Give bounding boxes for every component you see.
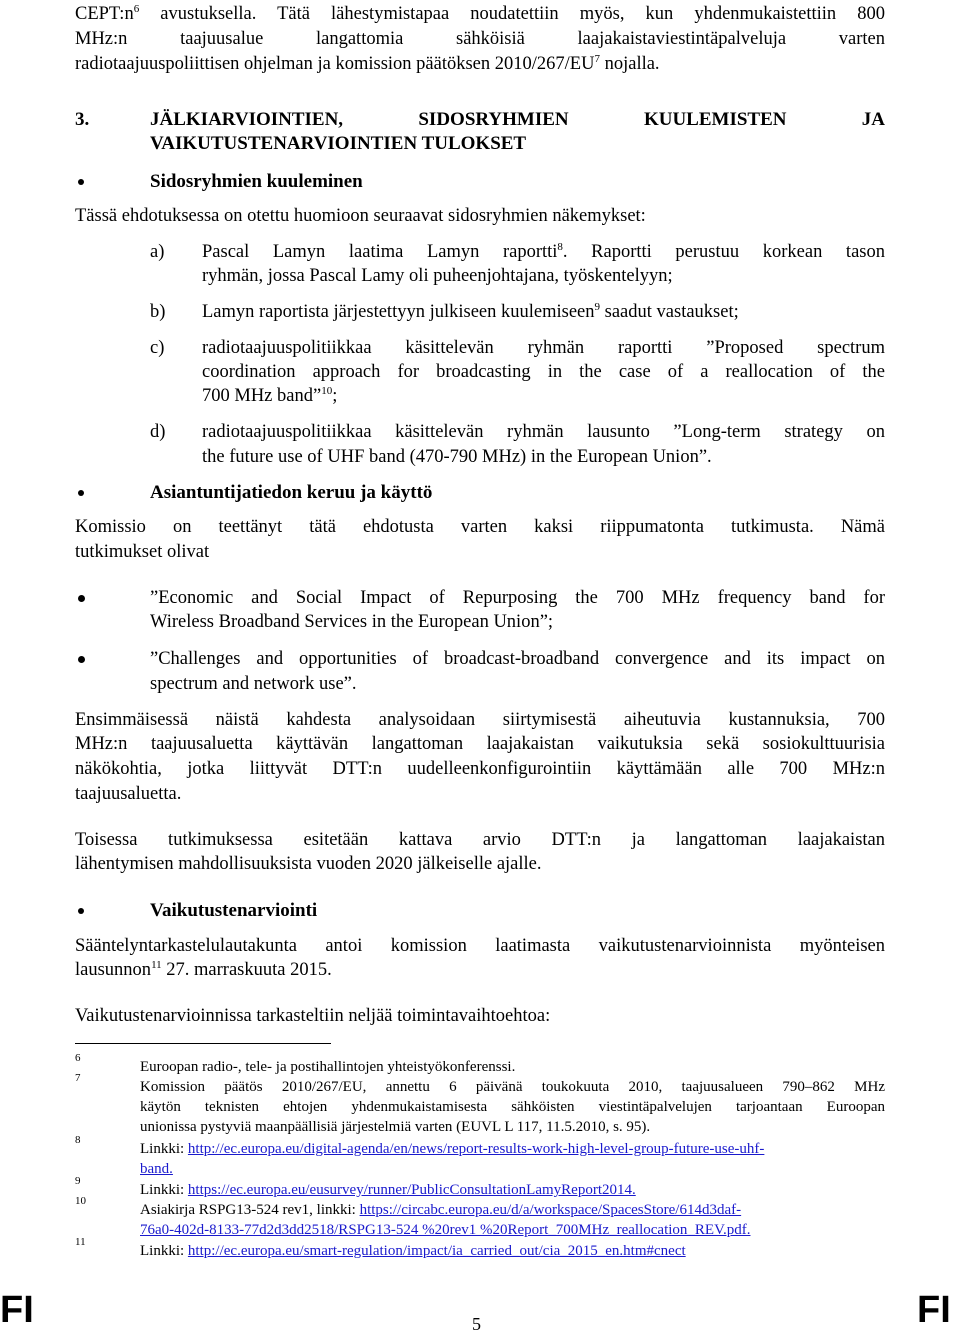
study-1-summary-line-3: näkökohtia, jotka liittyvät DTT:n uudelleenkonfigurointiin käyttämään alle 700 MHz:n [75, 759, 885, 779]
footnote-separator [75, 1043, 331, 1044]
study-2-summary-line-1: Toisessa tutkimuksessa esitetään kattava arvio DTT:n ja langattoman laajakaistan [75, 830, 885, 850]
footnote-7-line-1: Komission päätös 2010/267/EU, annettu 6 päivänä toukokuuta 2010, taajuusalueen 790–862 MHz [140, 1079, 885, 1095]
footnote-11-text: Linkki: http://ec.europa.eu/smart-regulation/impact/ia_carried_out/cia_2015_en.htm#cnect [140, 1243, 686, 1259]
bullet-icon [78, 595, 85, 602]
section-title-line-2: VAIKUTUSTENARVIOINTIEN TULOKSET [150, 133, 527, 154]
list-label-d: d) [150, 422, 166, 442]
footnote-11-link[interactable]: http://ec.europa.eu/smart-regulation/impact/ia_carried_out/cia_2015_en.htm#cnect [187, 1243, 686, 1259]
study-2-line-2: spectrum and network use”. [150, 674, 357, 694]
footnote-9-link[interactable]: https://ec.europa.eu/eusurvey/runner/PublicConsultationLamyReport2014. [187, 1182, 636, 1198]
footnote-9-text: Linkki: https://ec.europa.eu/eusurvey/runner/PublicConsultationLamyReport2014. [140, 1182, 636, 1198]
footnote-7-line-2: käytön teknisten ehtojen yhdenmukaistamisesta sähköisten viestintäpalvelujen tarjoantaan Euroopan [140, 1099, 885, 1115]
intro-paragraph-line-3: radiotaajuuspoliittisen ohjelman ja komission päätöksen $2010/267/EU^7$ nojalla. [75, 52, 660, 74]
subheading-expertise: Asiantuntijatiedon keruu ja käyttö [150, 482, 433, 503]
footnote-10-link[interactable]: https://circabc.europa.eu/d/a/workspace/SpacesStore/614d3daf- [359, 1202, 742, 1218]
intro-paragraph-line-1: $CEPT:n^6$ avustuksella. Tätä lähestymistapaa noudatettiin myös, kun yhdenmukaistettiin 800 [75, 2, 885, 24]
study-1-summary-line-1: Ensimmäisessä näistä kahdesta analysoidaan siirtymisestä aiheutuvia kustannuksia, 700 [75, 710, 885, 730]
footnote-ref-11[interactable]: 11 [151, 958, 162, 971]
study-1-summary-line-4: taajuusaluetta. [75, 784, 182, 804]
list-label-b: b) [150, 302, 166, 322]
study-2-summary-line-2: lähentymisen mahdollisuuksista vuoden 2020 jälkeiselle ajalle. [75, 854, 542, 874]
footnote-number-11: 11 [75, 1236, 86, 1248]
footnote-8-link-continued[interactable]: band. [140, 1161, 173, 1177]
bullet-icon [78, 908, 84, 914]
bullet-icon [78, 656, 85, 663]
impact-paragraph-line-1: Sääntelyntarkastelulautakunta antoi komission laatimasta vaikutustenarvioinnista myönteisen [75, 936, 885, 956]
footnote-6-text: Euroopan radio-, tele- ja postihallintojen yhteistyökonferenssi. [140, 1059, 516, 1075]
footnote-number-8: 8 [75, 1134, 81, 1146]
study-1-summary-line-2: MHz:n taajuusaluetta käyttävän langattoman laajakaistan vaikutuksia sekä sosiokulttuurisia [75, 734, 885, 754]
footnote-7-line-3: unionissa pystyviä maanpäällisiä järjestelmiä varten (EUVL L 117, 11.5.2010, s. 95). [140, 1119, 651, 1135]
subheading-impact-assessment: Vaikutustenarviointi [150, 900, 318, 921]
footnote-number-6: 6 [75, 1052, 81, 1064]
footnote-10-line-1: Asiakirja RSPG13-524 rev1, linkki: https://circabc.europa.eu/d/a/workspace/SpacesStore/614d3daf- [140, 1202, 742, 1218]
subheading-stakeholder-consultation: Sidosryhmien kuuleminen [150, 171, 363, 192]
list-item-d-line-1: radiotaajuuspolitiikkaa käsittelevän ryhmän lausunto ”Long-term strategy on [202, 422, 885, 442]
list-item-d-line-2: the future use of UHF band (470-790 MHz) in the European Union”. [202, 447, 712, 467]
study-1-line-1: ”Economic and Social Impact of Repurposing the 700 MHz frequency band for [150, 588, 885, 608]
study-2-line-1: ”Challenges and opportunities of broadcast-broadband convergence and its impact on [150, 649, 885, 669]
footnote-8-link[interactable]: http://ec.europa.eu/digital-agenda/en/news/report-results-work-high-level-group-future-use-uhf- [187, 1141, 765, 1157]
bullet-icon [78, 179, 84, 185]
footnote-ref-7[interactable]: 7 [594, 52, 600, 65]
footnote-10-line-2 [140, 1220, 750, 1240]
footnote-10-link-continued[interactable]: 76a0-402d-8133-77d2d3dd2518/RSPG13-524 %20rev1 %20Report_700MHz_reallocation_REV.pdf. [140, 1222, 751, 1238]
footnote-number-7: 7 [75, 1072, 81, 1084]
list-item-a-line-1: Pascal Lamyn laatima Lamyn raportti$^8$. Raportti perustuu korkean tason [202, 240, 885, 262]
footer-language-right: FI [917, 1289, 951, 1331]
list-item-a-line-2: ryhmän, jossa Pascal Lamy oli puheenjohtajana, työskentelyyn; [202, 266, 673, 286]
stakeholder-intro: Tässä ehdotuksessa on otettu huomioon seuraavat sidosryhmien näkemykset: [75, 206, 646, 226]
section-number: 3. [75, 109, 90, 130]
footnote-number-9: 9 [75, 1175, 81, 1187]
list-item-c-line-2: coordination approach for broadcasting in the case of a reallocation of the [202, 362, 885, 382]
studies-intro-line-1: Komissio on teettänyt tätä ehdotusta varten kaksi riippumatonta tutkimusta. Nämä [75, 517, 885, 537]
list-item-c-line-3: 700 MHz band”$^{10}$; [202, 384, 338, 406]
list-item-b-line-1: Lamyn raportista järjestettyyn julkiseen kuulemiseen$^9$ saadut vastaukset; [202, 300, 739, 322]
list-label-a: a) [150, 242, 165, 262]
footnote-ref-6[interactable]: 6 [133, 2, 140, 15]
footnote-number-10: 10 [75, 1195, 86, 1207]
footnote-8-line-1: Linkki: http://ec.europa.eu/digital-agenda/en/news/report-results-work-high-level-group-future-use-uhf- [140, 1141, 765, 1157]
studies-intro-line-2: tutkimukset olivat [75, 542, 210, 562]
list-item-c-line-1: radiotaajuuspolitiikkaa käsittelevän ryhmän raportti ”Proposed spectrum [202, 338, 885, 358]
intro-paragraph-line-2: MHz:n taajuusalue langattomia sähköisiä laajakaistaviestintäpalveluja varten [75, 29, 885, 49]
options-intro: Vaikutustenarvioinnissa tarkasteltiin neljää toimintavaihtoehtoa: [75, 1006, 551, 1026]
footnote-ref-9[interactable]: 9 [594, 300, 601, 313]
footnote-8-line-2 [140, 1159, 173, 1179]
footnote-ref-8[interactable]: 8 [557, 240, 563, 253]
study-1-line-2: Wireless Broadband Services in the European Union”; [150, 612, 554, 632]
footer-language-left: FI [0, 1289, 34, 1331]
list-label-c: c) [150, 338, 165, 358]
footnote-ref-10[interactable]: 10 [321, 384, 333, 397]
section-title-line-1: JÄLKIARVIOINTIEN, SIDOSRYHMIEN KUULEMISTEN JA [150, 109, 885, 130]
bullet-icon [78, 490, 84, 496]
impact-paragraph-line-2: lausunnon$^{11}$ 27. marraskuuta 2015. [75, 958, 332, 980]
page-number: 5 [472, 1314, 481, 1334]
